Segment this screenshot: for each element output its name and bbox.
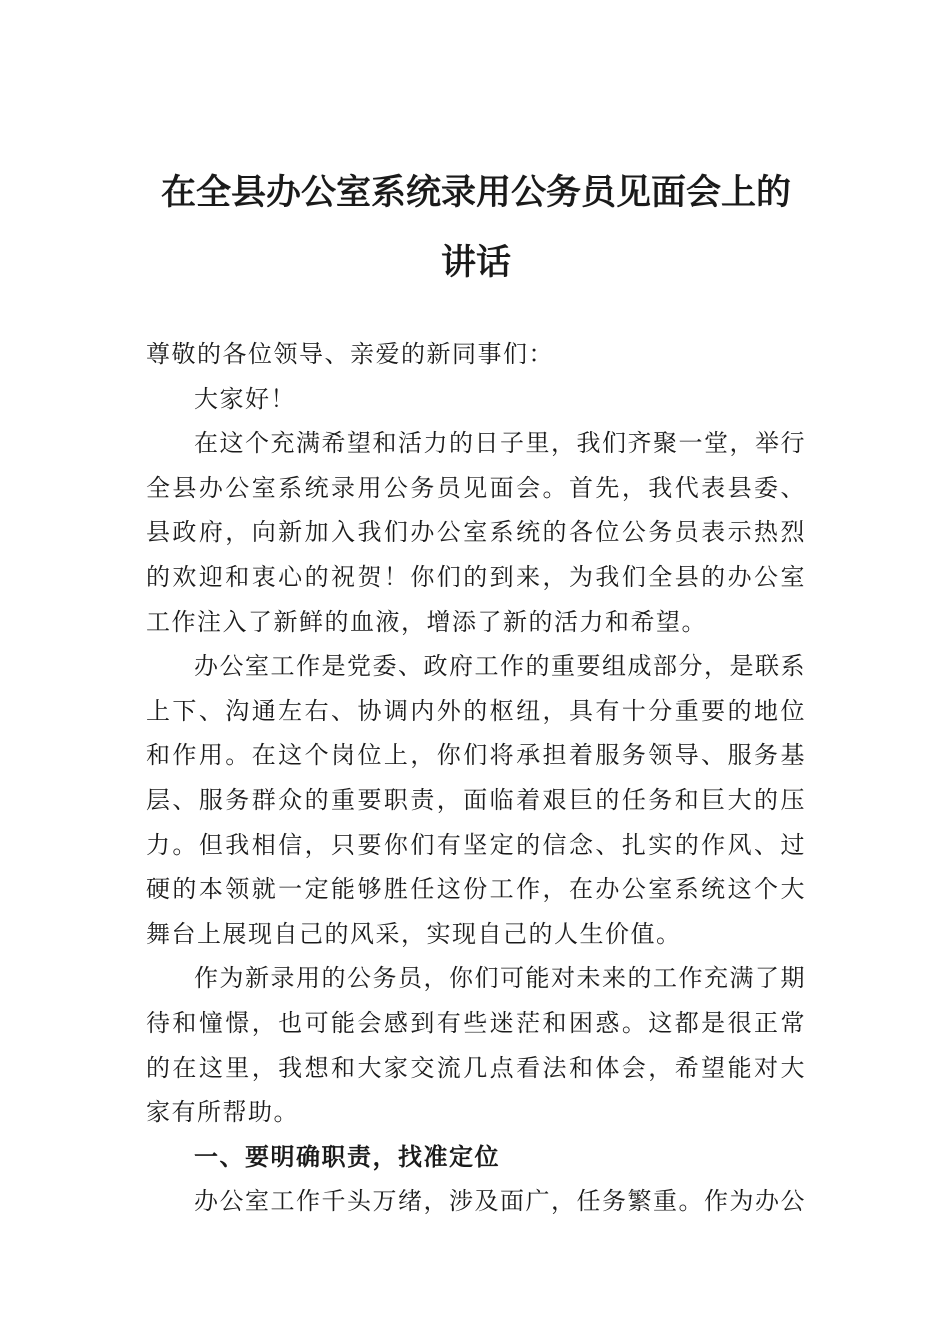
- document-title: 在全县办公室系统录用公务员见面会上的讲话: [160, 173, 791, 283]
- paragraph-opening: 在这个充满希望和活力的日子里，我们齐聚一堂，举行全县办公室系统录用公务员见面会。首先，我代表县委、县政府，向新加入我们办公室系统的各位公务员表示热烈的欢迎和衷心的祝贺！你们的到来，为我们全县的办公室工作注入了新鲜的血液，增添了新的活力和希望。: [146, 429, 806, 636]
- paragraph-new-staff: 作为新录用的公务员，你们可能对未来的工作充满了期待和憧憬，也可能会感到有些迷茫和困惑。这都是很正常的在这里，我想和大家交流几点看法和体会，希望能对大家有所帮助。: [146, 964, 806, 1127]
- section-paragraph: 办公室工作千头万绪，涉及面广，任务繁重。作为办公: [194, 1187, 806, 1216]
- paragraph-office-role: 办公室工作是党委、政府工作的重要组成部分，是联系上下、沟通左右、协调内外的枢纽，具有十分重要的地位和作用。在这个岗位上，你们将承担着服务领导、服务基层、服务群众的重要职责，面临着艰巨的任务和巨大的压力。但我相信，只要你们有坚定的信念、扎实的作风、过硬的本领就一定能够胜任这份工作，在办公室系统这个大舞台上展现自己的风采，实现自己的人生价值。: [146, 652, 806, 948]
- document-body: [146, 332, 806, 1224]
- section-heading: 一、要明确职责，找准定位: [194, 1142, 500, 1171]
- salutation: 尊敬的各位领导、亲爱的新同事们：: [146, 340, 554, 368]
- greeting: 大家好！: [194, 384, 296, 413]
